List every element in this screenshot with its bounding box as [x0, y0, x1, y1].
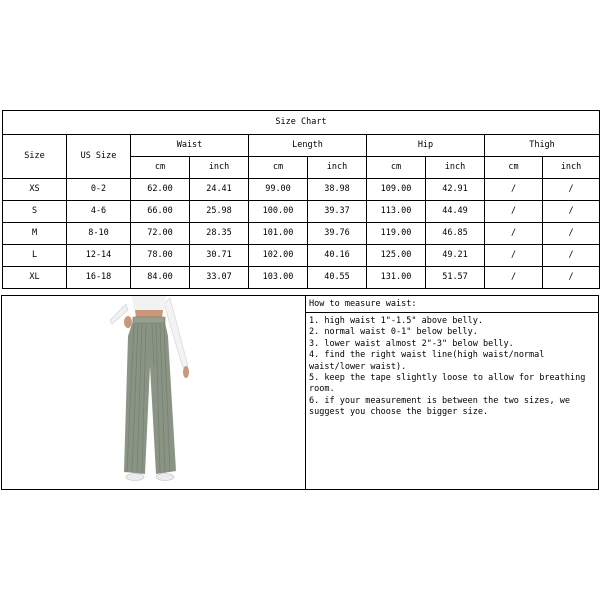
right-shoe: [156, 474, 174, 481]
cell-waist-cm: 78.00: [131, 245, 190, 267]
cell-hip-cm: 113.00: [367, 201, 426, 223]
measure-tip: 3. lower waist almost 2"-3" below belly.: [309, 338, 514, 349]
cell-length-in: 40.55: [308, 267, 367, 289]
cell-waist-cm: 62.00: [131, 179, 190, 201]
table-row: [3, 223, 600, 245]
right-hand: [183, 366, 189, 378]
left-hand: [124, 316, 132, 328]
cell-length-in: 39.76: [308, 223, 367, 245]
cell-size: L: [3, 245, 67, 267]
cell-us: 4-6: [67, 201, 131, 223]
cell-hip-in: 42.91: [426, 179, 485, 201]
cell-size: XL: [3, 267, 67, 289]
cell-size: S: [3, 201, 67, 223]
cell-hip-in: 49.21: [426, 245, 485, 267]
product-photo: [2, 296, 306, 489]
table-row: [3, 201, 600, 223]
header-thigh: Thigh: [485, 135, 600, 157]
cell-us: 8-10: [67, 223, 131, 245]
size-chart-title: Size Chart: [3, 111, 600, 135]
unit-cm: cm: [249, 157, 308, 179]
measure-section: [1, 295, 599, 490]
measure-tips: [306, 313, 598, 419]
cell-length-cm: 99.00: [249, 179, 308, 201]
cell-waist-in: 28.35: [190, 223, 249, 245]
cell-length-cm: 100.00: [249, 201, 308, 223]
header-waist: Waist: [131, 135, 249, 157]
size-chart-table: [2, 110, 600, 289]
pants: [124, 318, 176, 474]
cell-thigh-cm: /: [485, 245, 543, 267]
cell-length-in: 38.98: [308, 179, 367, 201]
cell-waist-in: 33.07: [190, 267, 249, 289]
cell-hip-cm: 131.00: [367, 267, 426, 289]
cell-thigh-cm: /: [485, 201, 543, 223]
cell-waist-cm: 84.00: [131, 267, 190, 289]
cell-waist-in: 24.41: [190, 179, 249, 201]
cell-size: XS: [3, 179, 67, 201]
cell-hip-cm: 125.00: [367, 245, 426, 267]
cell-length-in: 39.37: [308, 201, 367, 223]
cell-waist-cm: 66.00: [131, 201, 190, 223]
table-row: [3, 245, 600, 267]
waistband: [133, 317, 165, 323]
unit-inch: inch: [308, 157, 367, 179]
measure-tip: 4. find the right waist line(high waist/normal waist/lower waist).: [309, 350, 545, 372]
cell-length-cm: 102.00: [249, 245, 308, 267]
measure-tip: 1. high waist 1"-1.5" above belly.: [309, 316, 483, 326]
cell-length-cm: 101.00: [249, 223, 308, 245]
table-row: [3, 267, 600, 289]
cell-waist-cm: 72.00: [131, 223, 190, 245]
unit-cm: cm: [485, 157, 543, 179]
unit-cm: cm: [131, 157, 190, 179]
cell-thigh-in: /: [543, 245, 600, 267]
cell-thigh-cm: /: [485, 267, 543, 289]
cell-us: 0-2: [67, 179, 131, 201]
header-size: Size: [3, 135, 67, 179]
cell-length-cm: 103.00: [249, 267, 308, 289]
header-us-size: US Size: [67, 135, 131, 179]
cell-thigh-in: /: [543, 201, 600, 223]
measure-tip: 2. normal waist 0-1" below belly.: [309, 327, 478, 338]
cell-thigh-in: /: [543, 179, 600, 201]
measure-tip: 5. keep the tape slightly loose to allow for breathing room.: [309, 373, 586, 395]
cell-thigh-cm: /: [485, 179, 543, 201]
cell-thigh-in: /: [543, 267, 600, 289]
cell-us: 16-18: [67, 267, 131, 289]
cell-hip-cm: 109.00: [367, 179, 426, 201]
measure-title: How to measure waist:: [306, 296, 598, 313]
cell-waist-in: 30.71: [190, 245, 249, 267]
cell-size: M: [3, 223, 67, 245]
cell-length-in: 40.16: [308, 245, 367, 267]
cell-us: 12-14: [67, 245, 131, 267]
table-row: [3, 179, 600, 201]
unit-inch: inch: [190, 157, 249, 179]
unit-inch: inch: [426, 157, 485, 179]
cell-thigh-cm: /: [485, 223, 543, 245]
header-length: Length: [249, 135, 367, 157]
crop-top: [132, 296, 166, 310]
measure-instructions: [306, 296, 598, 489]
cell-hip-cm: 119.00: [367, 223, 426, 245]
wide-leg-pants-model-image: [2, 296, 305, 489]
cell-hip-in: 46.85: [426, 223, 485, 245]
cell-hip-in: 44.49: [426, 201, 485, 223]
header-hip: Hip: [367, 135, 485, 157]
cell-thigh-in: /: [543, 223, 600, 245]
cell-waist-in: 25.98: [190, 201, 249, 223]
cell-hip-in: 51.57: [426, 267, 485, 289]
unit-inch: inch: [543, 157, 600, 179]
unit-cm: cm: [367, 157, 426, 179]
measure-tip: 6. if your measurement is between the two sizes, we suggest you choose the bigger size.: [309, 395, 570, 418]
left-shoe: [126, 474, 144, 481]
